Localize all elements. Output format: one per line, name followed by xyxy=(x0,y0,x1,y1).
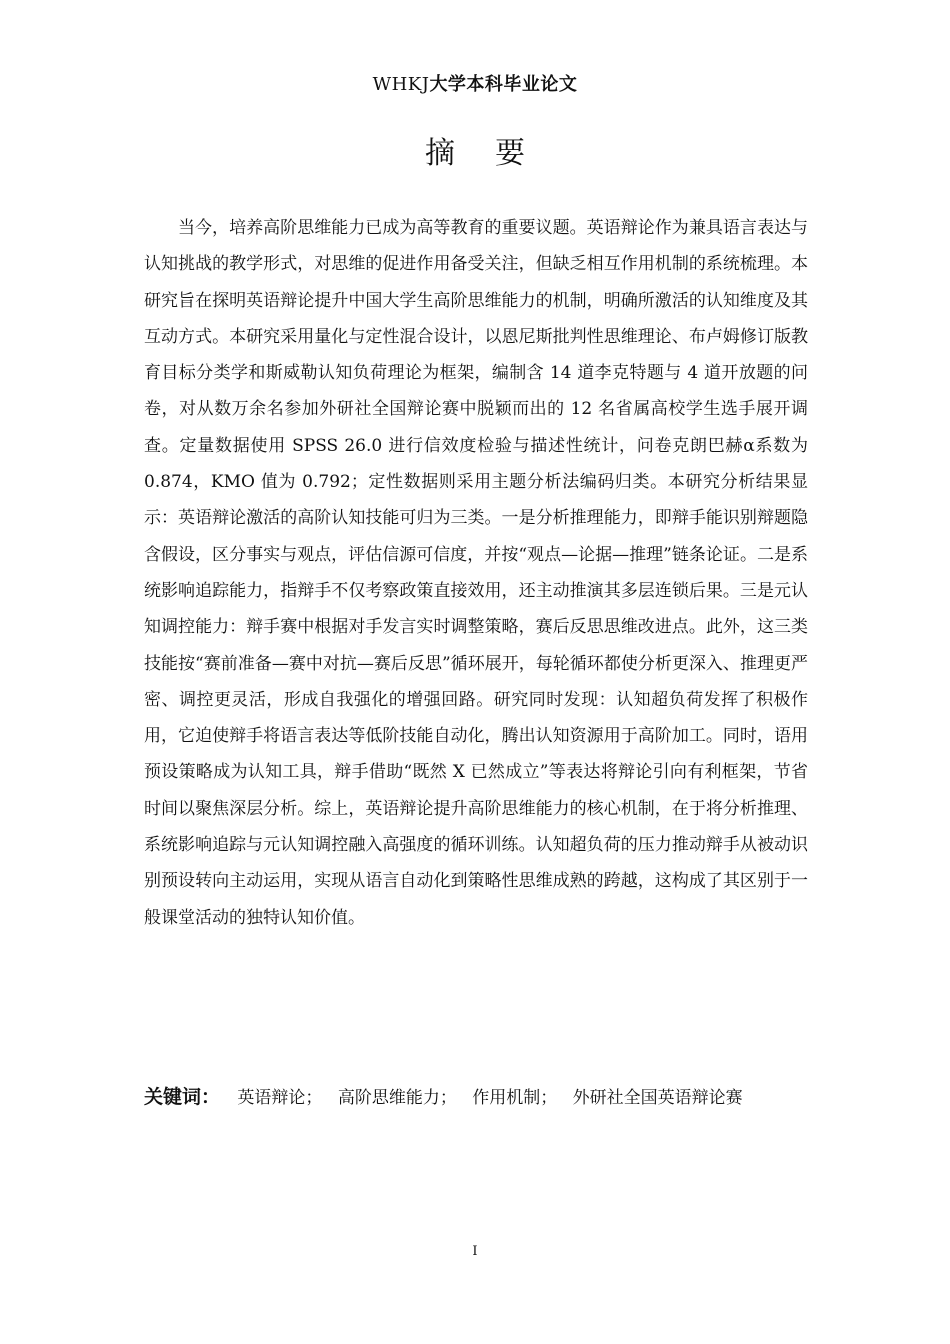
keyword-item: 英语辩论； xyxy=(237,1088,323,1108)
page-title: 摘要 xyxy=(425,136,565,171)
keywords-label: 关键词： xyxy=(144,1086,221,1108)
header-title: 大学本科毕业论文 xyxy=(429,74,578,95)
keyword-item: 作用机制； xyxy=(472,1088,558,1108)
keywords-line xyxy=(144,1082,824,1109)
running-header xyxy=(0,70,950,96)
page-number: I xyxy=(472,1244,478,1259)
abstract-body: 当今，培养高阶思维能力已成为高等教育的重要议题。英语辩论作为兼具语言表达与认知挑战的教学形式，对思维的促进作用备受关注，但缺乏相互作用机制的系统梳理。本研究旨在探明英语辩论提升中国大学生高阶思维能力的机制，明确所激活的认知维度及其互动方式。本研究采用量化与定性混合设计，以恩尼斯批判性思维理论、布卢姆修订版教育目标分类学和斯威勒认知负荷理论为框架，编制含 14 道李克特题与 4 道开放题的问卷，对从数万余名参加外研社全国辩论赛中脱颖而出的 12 名省属高校学生选手展开调查。定量数据使用 SPSS 26.0 进行信效度检验与描述性统计，问卷克朗巴赫α系数为 0.874，KMO 值为 0.792；定性数据则采用主题分析法编码归类。本研究分析结果显示：英语辩论激活的高阶认知技能可归为三类。一是分析推理能力，即辩手能识别辩题隐含假设，区分事实与观点，评估信源可信度，并按“观点—论据—推理”链条论证。二是系统影响追踪能力，指辩手不仅考察政策直接效用，还主动推演其多层连锁后果。三是元认知调控能力：辩手赛中根据对手发言实时调整策略，赛后反思思维改进点。此外，这三类技能按“赛前准备—赛中对抗—赛后反思”循环展开，每轮循环都使分析更深入、推理更严密、调控更灵活，形成自我强化的增强回路。研究同时发现：认知超负荷发挥了积极作用，它迫使辩手将语言表达等低阶技能自动化，腾出认知资源用于高阶加工。同时，语用预设策略成为认知工具，辩手借助“既然 X 已然成立”等表达将辩论引向有利框架，节省时间以聚焦深层分析。综上，英语辩论提升高阶思维能力的核心机制，在于将分析推理、系统影响追踪与元认知调控融入高强度的循环训练。认知超负荷的压力推动辩手从被动识别预设转向主动运用，实现从语言自动化到策略性思维成熟的跨越，这构成了其区别于一般课堂活动的独特认知价值。 xyxy=(144,218,808,928)
keyword-item: 外研社全国英语辩论赛 xyxy=(572,1088,743,1108)
keyword-item: 高阶思维能力； xyxy=(337,1088,457,1108)
header-latin: WHKJ xyxy=(372,74,430,95)
